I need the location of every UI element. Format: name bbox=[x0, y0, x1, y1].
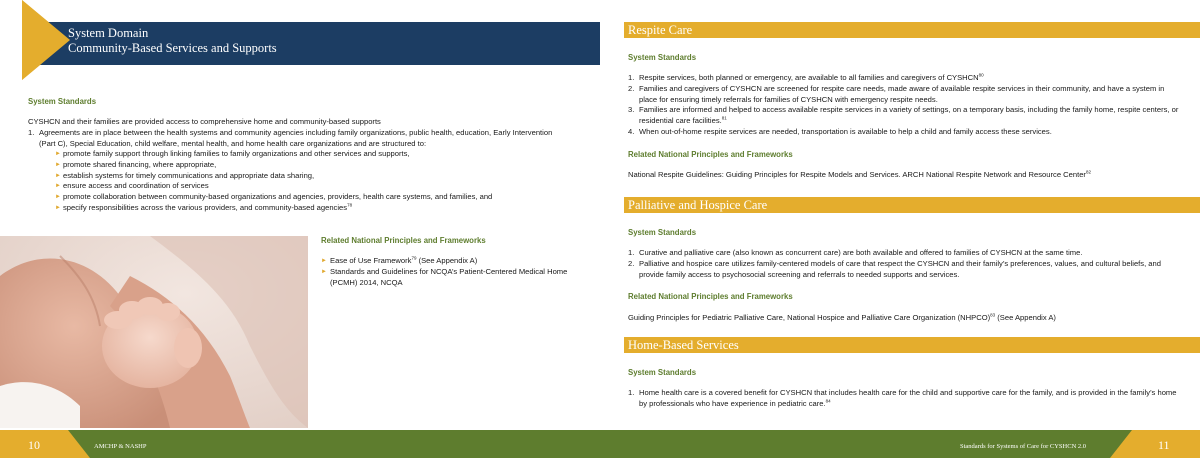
home-standards-list bbox=[628, 388, 1184, 410]
standard-item: 1. Home health care is a covered benefit for CYSHCN that includes health care for the child and supportive care for the family, and is provided in the family’s home by professionals who have experience in pediatric care.$^{84}$ bbox=[628, 388, 1177, 408]
bullet-text: specify responsibilities across the various providers, and community-based agencies bbox=[63, 202, 348, 212]
standard-item: 4. When out-of-home respite services are needed, transportation is available to help a child and family access these services. bbox=[628, 126, 1052, 136]
item-number: 1. bbox=[28, 128, 35, 137]
footer-right-text: Standards for Systems of Care for CYSHCN 2.0 bbox=[960, 443, 1087, 450]
respite-title: Respite Care bbox=[628, 23, 693, 37]
footnote-ref: 79 bbox=[411, 255, 417, 261]
respite-standards-list bbox=[628, 73, 1184, 138]
home-standards-heading: System Standards bbox=[628, 368, 697, 377]
framework-name: Ease of Use Framework bbox=[330, 256, 412, 265]
standard-item: 1. Respite services, both planned or emergency, are available to all families and caregivers of CYSHCN$^{80}$ bbox=[628, 72, 984, 82]
footnote-ref: 78 bbox=[347, 202, 353, 208]
palliative-standards-heading: System Standards bbox=[628, 228, 697, 237]
intro-text: CYSHCN and their families are provided access to comprehensive home and community-based supports bbox=[28, 117, 381, 126]
standard-item: 2. Families and caregivers of CYSHCN are screened for respite care needs, made aware of available respite services in their community, and have a system in place for ensuring timely referrals for families of CYSHCN with emergency respite needs. bbox=[628, 83, 1165, 104]
system-standards-heading: System Standards bbox=[28, 97, 97, 106]
related-frameworks-heading: Related National Principles and Frameworks bbox=[321, 236, 486, 245]
right-page-number: 11 bbox=[1158, 438, 1170, 452]
related-framework-item: ► Standards and Guidelines for NCQA’s Patient-Centered Medical Home (PCMH) 2014, NCQA bbox=[321, 267, 591, 289]
palliative-related-text: Guiding Principles for Pediatric Palliative Care, National Hospice and Palliative Care Organization (NHPCO)$^{83}$ (See Appendix A) bbox=[628, 312, 1056, 322]
palliative-standards-list bbox=[628, 248, 1184, 280]
respite-related-text: National Respite Guidelines: Guiding Principles for Respite Models and Services. ARCH National Respite Network and Resource Center$^{82}$ bbox=[628, 169, 1091, 179]
baby-hand-photo bbox=[0, 236, 308, 428]
gold-arrow-overlay bbox=[22, 0, 70, 80]
appendix-ref: (See Appendix A) bbox=[416, 256, 478, 265]
respite-title-bar bbox=[624, 22, 1200, 38]
standard-item-1 bbox=[28, 128, 558, 149]
standard-item: 2. Palliative and hospice care utilizes family-centered models of care that respect the CYSHCN and their family’s preferences, values, and cultural beliefs, and provide family access to psychosocial screening and referrals to needed supports and services. bbox=[628, 258, 1161, 279]
home-title: Home-Based Services bbox=[628, 338, 739, 352]
left-page-number: 10 bbox=[28, 438, 40, 452]
related-framework-item bbox=[321, 256, 591, 267]
bullet-item: ► ensure access and coordination of services bbox=[55, 181, 575, 192]
footer-right-gold-tab bbox=[1110, 430, 1200, 458]
respite-related-heading: Related National Principles and Frameworks bbox=[628, 150, 793, 159]
respite-standards-heading: System Standards bbox=[628, 53, 697, 62]
structure-bullet-list bbox=[55, 149, 575, 214]
bullet-item-last bbox=[55, 203, 575, 214]
domain-title-line2: Community-Based Services and Supports bbox=[68, 41, 277, 56]
standard-item: 1. Curative and palliative care (also known as concurrent care) are both available and offered to families of CYSHCN at the same time. bbox=[628, 248, 1083, 257]
palliative-title: Palliative and Hospice Care bbox=[628, 198, 768, 212]
related-frameworks-list bbox=[321, 256, 591, 288]
footer-left-gold-tab bbox=[0, 430, 90, 458]
bullet-item: ► promote collaboration between community-based organizations and agencies, providers, health care systems, and families, and bbox=[55, 192, 575, 203]
domain-title-line1: System Domain bbox=[68, 26, 149, 40]
bullet-item: ► promote shared financing, where appropriate, bbox=[55, 160, 575, 171]
footer-left-text: AMCHP & NASHP bbox=[94, 443, 147, 450]
bullet-item: ► promote family support through linking families to family organizations and other services and supports, bbox=[55, 149, 575, 160]
domain-title bbox=[68, 26, 277, 57]
bullet-item: ► establish systems for timely communications and appropriate data sharing, bbox=[55, 171, 575, 182]
standard-item: 3. Families are informed and helped to access available respite services in a variety of settings, on a temporary basis, including the family home, respite centers, or residential care facilities.$^{81}$ bbox=[628, 105, 1179, 126]
palliative-related-heading: Related National Principles and Frameworks bbox=[628, 292, 793, 301]
item-text: Agreements are in place between the health systems and community agencies including family organizations, public health, education, Early Intervention (Part C), Special Education, child welfare, mental health, and home health care organizations and are structured to: bbox=[39, 128, 553, 148]
